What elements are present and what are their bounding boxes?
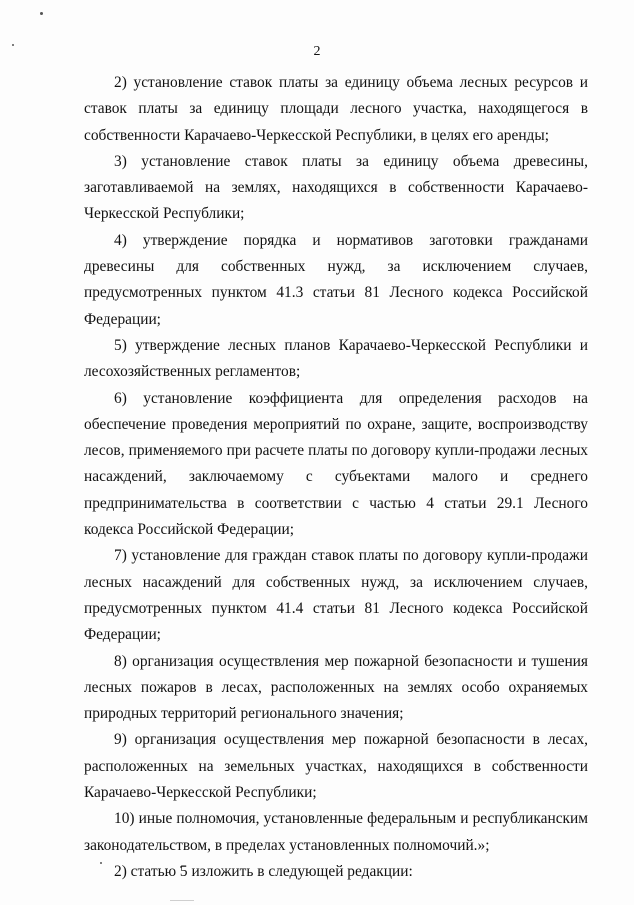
page-number: 2 bbox=[313, 44, 321, 59]
paragraph-item-2: 2) установление ставок платы за единицу объема лесных ресурсов и ставок платы за единицу площади лесного участка, находящегося в собственности Карачаево-Черкесской Республики, в целях его аренды; bbox=[84, 74, 588, 144]
scan-edge-line bbox=[170, 900, 194, 901]
paragraph-item-9: 9) организация осуществления мер пожарной безопасности в лесах, расположенных на земельных участках, находящихся в собственности Карачаево-Черкесской Республики; bbox=[84, 731, 588, 802]
paragraph-item-10: 10) иные полномочия, установленные федеральным и республиканским законодательством, в пределах установленных полномочий.»; bbox=[84, 810, 588, 854]
paragraph-item-4: 4) утверждение порядка и нормативов заготовки гражданами древесины для собственных нужд, за исключением случаев, предусмотренных пунктом 41.3 статьи 81 Лесного кодекса Российской Федерации; bbox=[84, 231, 588, 328]
paragraph-article-5-intro: 2) статью 5 изложить в следующей редакции: bbox=[114, 862, 413, 880]
scan-speck bbox=[40, 12, 43, 15]
paragraph-item-7: 7) установление для граждан ставок платы по договору купли-продажи лесных насаждений для собственных нужд, за исключением случаев, предусмотренных пунктом 41.4 статьи 81 Лесного кодекса Российской Федерации; bbox=[84, 547, 588, 644]
paragraph-item-6: 6) установление коэффициента для определения расходов на обеспечение проведения мероприятий по охране, защите, воспроизводству лесов, применяемого при расчете платы по договору купли-продажи лесных насаждений, заключаемому с субъектами малого и среднего предпринимательства в соответствии с частью 4 статьи 29.1 Лесного кодекса Российской Федерации; bbox=[84, 389, 588, 539]
paragraph-item-3: 3) установление ставок платы за единицу объема древесины, заготавливаемой на землях, находящихся в собственности Карачаево-Черкесской Республики; bbox=[84, 152, 588, 223]
document-body bbox=[84, 70, 588, 885]
paragraph-item-8: 8) организация осуществления мер пожарной безопасности и тушения лесных пожаров в лесах, расположенных на землях особо охраняемых природных территорий регионального значения; bbox=[84, 652, 588, 723]
paragraph-item-5: 5) утверждение лесных планов Карачаево-Черкесской Республики и лесохозяйственных регламентов; bbox=[84, 336, 588, 381]
